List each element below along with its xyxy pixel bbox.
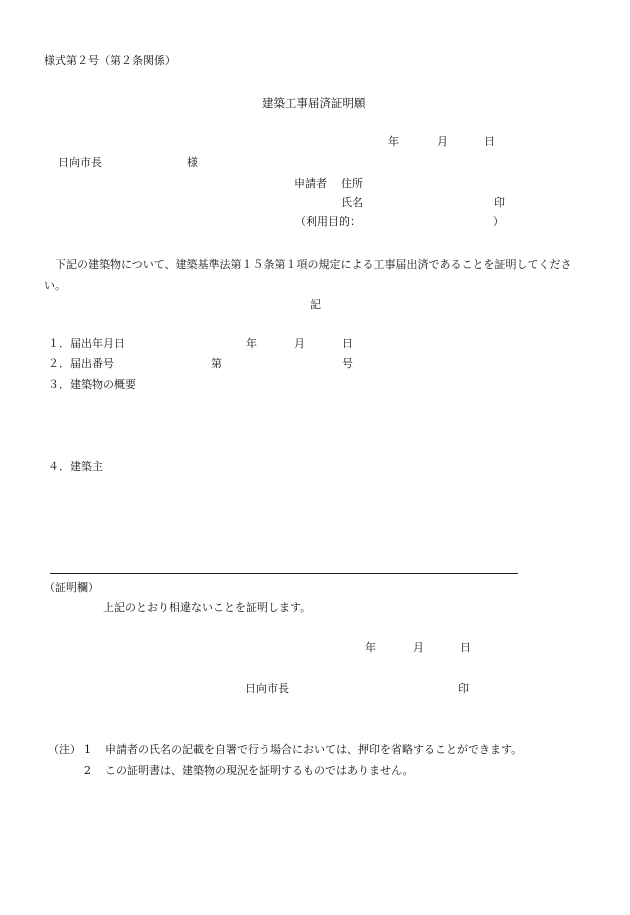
certification-seal: 印 xyxy=(458,682,469,695)
applicant-seal: 印 xyxy=(494,196,505,209)
form-number-label: 様式第２号（第２条関係） xyxy=(44,54,176,67)
certification-date-month: 月 xyxy=(413,641,424,654)
purpose-close: ） xyxy=(493,215,504,228)
item-1-label: １．届出年月日 xyxy=(48,337,125,350)
ki-heading: 記 xyxy=(310,298,321,311)
note-2-number: 2 xyxy=(84,764,91,777)
item-1-month: 月 xyxy=(294,337,305,350)
notes-label: （注） xyxy=(48,743,81,756)
certification-date-day: 日 xyxy=(460,641,471,654)
item-2-suffix: 号 xyxy=(342,357,353,370)
document-title: 建築工事届済証明願 xyxy=(262,96,366,110)
certification-divider xyxy=(50,573,518,574)
item-1-year: 年 xyxy=(246,337,257,350)
request-body-text: 下記の建築物について、建築基準法第１５条第１項の規定による工事届出済であることを証明してください。 xyxy=(44,258,572,292)
applicant-label: 申請者 xyxy=(294,177,327,190)
purpose-open: （利用目的： xyxy=(295,215,361,228)
item-1-day: 日 xyxy=(342,337,353,350)
certification-statement: 上記のとおり相違ないことを証明します。 xyxy=(103,601,312,614)
note-1-text: 申請者の氏名の記載を自署で行う場合においては、押印を省略することができます。 xyxy=(105,743,523,756)
applicant-name-label: 氏名 xyxy=(341,196,363,209)
addressee-name: 日向市長 xyxy=(58,156,102,169)
application-date-year: 年 xyxy=(388,135,399,148)
item-4-label: ４．建築主 xyxy=(48,460,103,473)
certification-date-year: 年 xyxy=(365,641,376,654)
item-2-prefix: 第 xyxy=(211,357,222,370)
certification-header: （証明欄） xyxy=(44,581,99,594)
item-2-label: ２．届出番号 xyxy=(48,357,114,370)
item-3-label: ３．建築物の概要 xyxy=(48,378,136,391)
note-1-number: 1 xyxy=(84,743,91,756)
certification-issuer: 日向市長 xyxy=(245,682,289,695)
applicant-address-label: 住所 xyxy=(341,177,363,190)
application-date-month: 月 xyxy=(437,135,448,148)
addressee-honorific: 様 xyxy=(187,156,198,169)
application-date-day: 日 xyxy=(484,135,495,148)
note-2-text: この証明書は、建築物の現況を証明するものではありません。 xyxy=(105,764,414,777)
